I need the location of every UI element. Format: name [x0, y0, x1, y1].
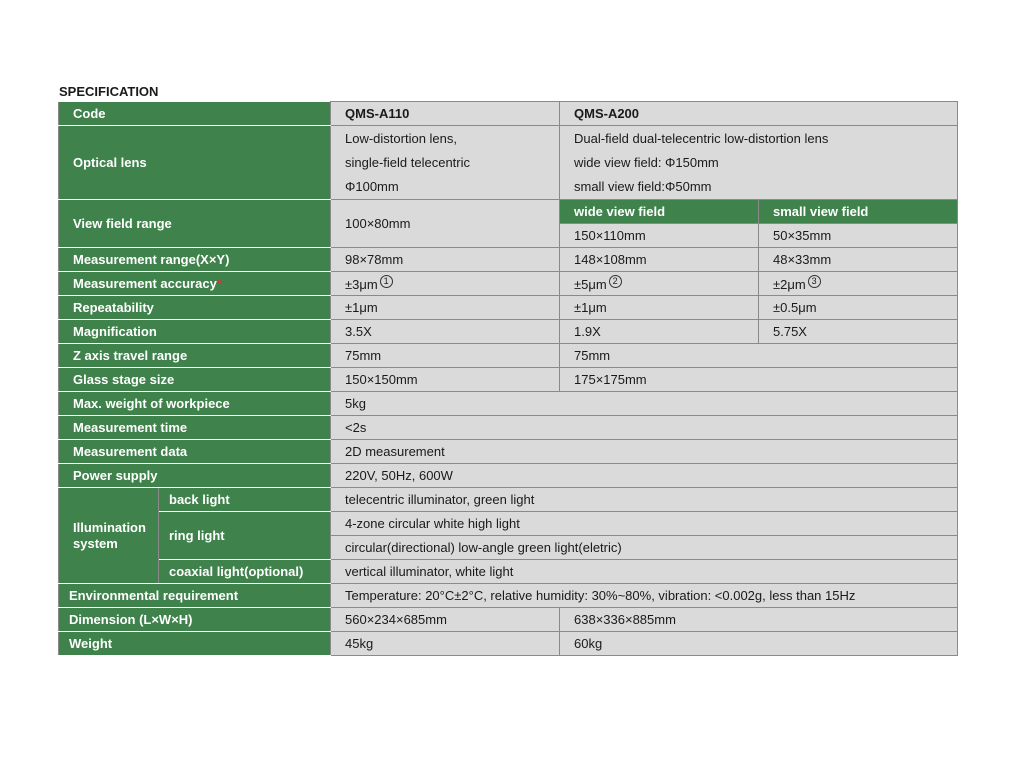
row-environment: [59, 584, 958, 608]
header-wide-view-field: wide view field: [560, 200, 759, 224]
row-weight: [59, 632, 958, 656]
row-measurement-data: [59, 440, 958, 464]
repeatability-a110: ±1μm: [331, 296, 560, 320]
row-measurement-time: [59, 416, 958, 440]
z-axis-travel-a110: 75mm: [331, 344, 560, 368]
back-light-value: telecentric illuminator, green light: [331, 488, 958, 512]
measurement-accuracy-small-value: ±2μm: [773, 277, 806, 292]
glass-stage-a110: 150×150mm: [331, 368, 560, 392]
label-environment: Environmental requirement: [59, 584, 331, 608]
row-z-axis-travel: [59, 344, 958, 368]
optical-lens-a200-line: small view field:Φ50mm: [574, 178, 712, 194]
repeatability-small: ±0.5μm: [759, 296, 958, 320]
row-dimension: [59, 608, 958, 632]
label-measurement-data: Measurement data: [59, 440, 331, 464]
row-glass-stage: [59, 368, 958, 392]
optical-lens-a110-line: single-field telecentric: [345, 154, 471, 170]
weight-a200: 60kg: [560, 632, 958, 656]
optical-lens-a200-line: wide view field: Φ150mm: [574, 154, 719, 170]
row-repeatability: [59, 296, 958, 320]
label-measurement-range: Measurement range(X×Y): [59, 248, 331, 272]
row-back-light: [59, 488, 958, 512]
page-title: SPECIFICATION: [59, 84, 159, 99]
magnification-wide: 1.9X: [560, 320, 759, 344]
optical-lens-a110-line: Low-distortion lens,: [345, 130, 457, 146]
specification-table: [58, 101, 958, 656]
measurement-accuracy-wide-value: ±5μm: [574, 277, 607, 292]
note-1-icon: 1: [380, 275, 393, 288]
label-z-axis-travel: Z axis travel range: [59, 344, 331, 368]
label-weight: Weight: [59, 632, 331, 656]
environment-value: Temperature: 20°C±2°C, relative humidity: 30%~80%, vibration: <0.002g, less than 15Hz: [331, 584, 958, 608]
row-measurement-accuracy: [59, 272, 958, 296]
header-qms-a110: QMS-A110: [331, 102, 560, 126]
label-view-field: View field range: [59, 200, 331, 248]
optical-lens-a110: [331, 126, 560, 200]
measurement-accuracy-a110-value: ±3μm: [345, 277, 378, 292]
label-illumination-system: Illumination system: [59, 488, 159, 584]
measurement-data-value: 2D measurement: [331, 440, 958, 464]
label-ring-light: ring light: [159, 512, 331, 560]
optical-lens-a200-line: Dual-field dual-telecentric low-distortion lens: [574, 130, 829, 146]
row-ring-light: [59, 512, 958, 536]
repeatability-wide: ±1μm: [560, 296, 759, 320]
measurement-accuracy-a110: [331, 272, 560, 296]
label-back-light: back light: [159, 488, 331, 512]
measurement-time-value: <2s: [331, 416, 958, 440]
max-weight-value: 5kg: [331, 392, 958, 416]
glass-stage-a200: 175×175mm: [560, 368, 958, 392]
row-max-weight: [59, 392, 958, 416]
measurement-accuracy-label-text: Measurement accuracy: [73, 276, 217, 291]
label-glass-stage: Glass stage size: [59, 368, 331, 392]
row-view-field: [59, 200, 958, 224]
note-2-icon: 2: [609, 275, 622, 288]
row-code: [59, 102, 958, 126]
measurement-accuracy-wide: [560, 272, 759, 296]
ring-light-value-1: 4-zone circular white high light: [331, 512, 958, 536]
header-qms-a200: QMS-A200: [560, 102, 958, 126]
magnification-small: 5.75X: [759, 320, 958, 344]
note-3-icon: 3: [808, 275, 821, 288]
z-axis-travel-a200: 75mm: [560, 344, 958, 368]
row-measurement-range: [59, 248, 958, 272]
ring-light-value-2: circular(directional) low-angle green light(eletric): [331, 536, 958, 560]
label-measurement-time: Measurement time: [59, 416, 331, 440]
row-coaxial-light: [59, 560, 958, 584]
label-coaxial-light: coaxial light(optional): [159, 560, 331, 584]
coaxial-light-value: vertical illuminator, white light: [331, 560, 958, 584]
label-optical-lens: Optical lens: [59, 126, 331, 200]
measurement-range-wide: 148×108mm: [560, 248, 759, 272]
dimension-a110: 560×234×685mm: [331, 608, 560, 632]
label-max-weight: Max. weight of workpiece: [59, 392, 331, 416]
row-power-supply: [59, 464, 958, 488]
header-small-view-field: small view field: [759, 200, 958, 224]
row-optical-lens: [59, 126, 958, 200]
label-dimension: Dimension (L×W×H): [59, 608, 331, 632]
power-supply-value: 220V, 50Hz, 600W: [331, 464, 958, 488]
measurement-range-small: 48×33mm: [759, 248, 958, 272]
label-repeatability: Repeatability: [59, 296, 331, 320]
measurement-range-a110: 98×78mm: [331, 248, 560, 272]
asterisk-icon: *: [216, 276, 222, 291]
measurement-accuracy-small: [759, 272, 958, 296]
label-magnification: Magnification: [59, 320, 331, 344]
label-power-supply: Power supply: [59, 464, 331, 488]
row-magnification: [59, 320, 958, 344]
view-field-a110: 100×80mm: [331, 200, 560, 248]
label-measurement-accuracy: [59, 272, 331, 296]
weight-a110: 45kg: [331, 632, 560, 656]
optical-lens-a110-line: Φ100mm: [345, 178, 399, 194]
view-field-small: 50×35mm: [759, 224, 958, 248]
label-code: Code: [59, 102, 331, 126]
magnification-a110: 3.5X: [331, 320, 560, 344]
view-field-wide: 150×110mm: [560, 224, 759, 248]
optical-lens-a200: [560, 126, 958, 200]
dimension-a200: 638×336×885mm: [560, 608, 958, 632]
